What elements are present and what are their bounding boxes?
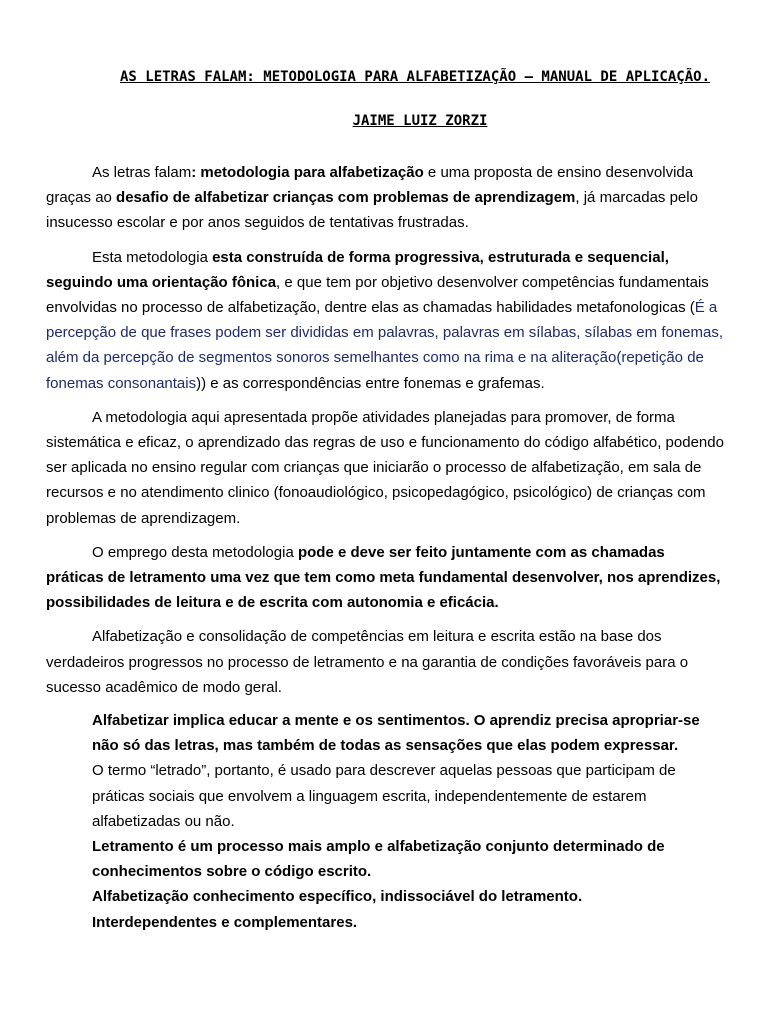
paragraph-3: A metodologia aqui apresentada propõe atividades planejadas para promover, de forma sistemática e eficaz, o aprendizado das regras de uso e funcionamento do código alfabético, podendo ser aplicada no ensino regular com crianças que iniciarão o processo de alfabetização, em sala de recursos e no atendimento clinico (fonoaudiológico, psicopedagógico, psicológico) de crianças com problemas de aprendizagem. <box>46 408 724 527</box>
document-title: AS LETRAS FALAM: METODOLOGIA PARA ALFABETIZAÇÃO – MANUAL DE APLICAÇÃO. <box>119 69 710 85</box>
quote-line-1: Alfabetizar implica educar a mente e os sentimentos. O aprendiz precisa apropriar-se não só das letras, mas também de todas as sensações que elas podem expressar. <box>92 712 700 755</box>
quote-line-2: O termo “letrado”, portanto, é usado para descrever aquelas pessoas que participam de práticas sociais que envolvem a linguagem escrita, independentemente de estarem alfabetizadas ou não. <box>92 762 676 830</box>
quote-line-4: Alfabetização conhecimento específico, indissociável do letramento. <box>92 888 583 906</box>
paragraph-1: As letras falam: metodologia para alfabetização e uma proposta de ensino desenvolvida graças ao desafio de alfabetizar crianças com problemas de aprendizagem, já marcadas pelo insucesso escolar e por anos seguidos de tentativas frustradas. <box>46 164 698 232</box>
quote-block <box>92 708 726 935</box>
paragraph-5: Alfabetização e consolidação de competências em leitura e escrita estão na base dos verdadeiros progressos no processo de letramento e na garantia de condições favoráveis para o sucesso acadêmico de modo geral. <box>46 628 689 696</box>
quote-line-5: Interdependentes e complementares. <box>92 913 358 931</box>
quote-line-3: Letramento é um processo mais amplo e alfabetização conjunto determinado de conhecimentos sobre o código escrito. <box>92 838 665 881</box>
document-body <box>46 160 726 935</box>
paragraph-2: Esta metodologia esta construída de forma progressiva, estruturada e sequencial, seguindo uma orientação fônica, e que tem por objetivo desenvolver competências fundamentais envolvidas no processo de alfabetização, dentre elas as chamadas habilidades metafonologicas (É a percepção de que frases podem ser divididas em palavras, palavras em sílabas, sílabas em fonemas, além da percepção de segmentos sonoros semelhantes como na rima e na aliteração(repetição de fonemas consonantais)) e as correspondências entre fonemas e grafemas. <box>46 248 724 392</box>
paragraph-4: O emprego desta metodologia pode e deve ser feito juntamente com as chamadas práticas de letramento uma vez que tem como meta fundamental desenvolver, nos aprendizes, possibilidades de leitura e de escrita com autonomia e eficácia. <box>46 543 721 612</box>
document-author: JAIME LUIZ ZORZI <box>352 113 488 129</box>
